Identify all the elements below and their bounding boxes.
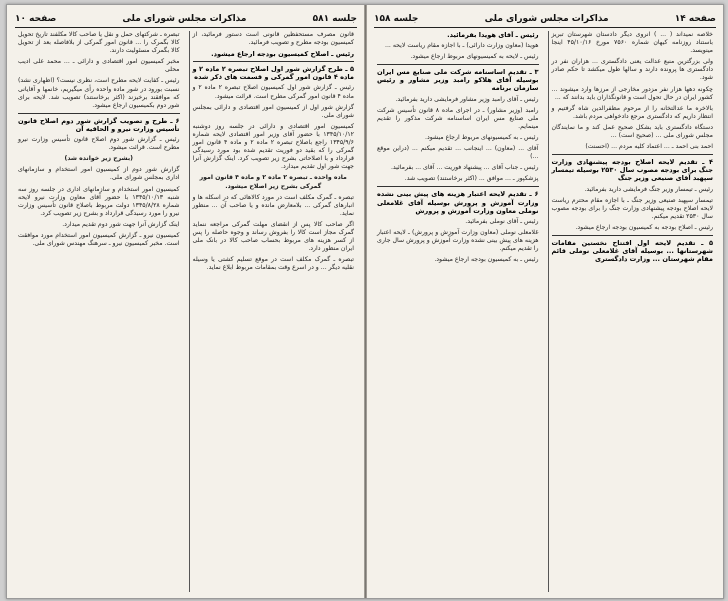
paragraph: رئیس ـ آقای نوملی بفرمائید.	[465, 217, 539, 225]
paragraph: کمیسیون امور استخدام و سازمانهای اداری در جلسه روز سه شنبه ۱۳۴۵/۱۰/۱۳ با حضور آقای معاون وزارت نیرو لایحه شماره ۱۳۴۵/۸/۲۸ دولت مربوط باصلاح قانون تأسیس وزارت نیرو را مورد رسیدگی قرارداد و بشرح زیر تصویب کرد.	[18, 185, 180, 217]
right-page	[370, 5, 720, 598]
journal-spread	[6, 4, 724, 599]
paragraph: رئیس ـ اصلاح بودجه به کمیسیون بودجه ارجاع میشود.	[575, 223, 713, 231]
paragraph: تبصره ـ گمرک مکلف است در موقع تسلیم کشتی یا وسیله نقلیه دیگر ... و در اسرع وقت بمقامات مربوط ابلاغ نماید.	[192, 256, 354, 272]
paragraph: بالاخره ما عدالتخانه را از مرحوم مظفرالدین شاه گرفتیم و انتظار داریم که دادگستری مرجع دادخواهی مردم باشد.	[551, 104, 713, 120]
paragraph: رئیس ـ جناب آقای ... پیشنهاد فوریت ... آقای ... بفرمائید.	[390, 164, 539, 172]
paragraph: گزارش شور اول از کمیسیون امور اقتصادی و دارائی بمجلس شورای ملی.	[192, 103, 354, 119]
paragraph: ماده واحده ـ تبصره ۲ ماده ۲ و ماده ۴ قانون امور گمرکی بشرح زیر اصلاح میشود.	[199, 174, 347, 190]
paragraph: رئیس ـ گزارش شور دوم اصلاح قانون تأسیس وزارت نیرو مطرح است. قرائت میشود.	[18, 136, 180, 152]
right-page-header	[374, 11, 716, 28]
page-label: صفحه ۱۴	[674, 14, 716, 24]
paragraph: مخبر کمیسیون امور اقتصادی و دارائی ـ ... محمد علی ادیب محلی	[18, 58, 180, 74]
paragraph: دستگاه دادگستری باید بشکل صحیح عمل کند و ما نمایندگان مجلس شورای ملی ... (صحیح است) ...	[551, 123, 713, 140]
book-gutter	[364, 5, 367, 598]
section-heading: ۳ ـ تقدیم اساسنامه شرکت ملی صنایع مس ایران بوسیله آقای هلاکو رامبد وزیر مشاور و رئیس سازمان برنامه	[377, 68, 539, 93]
left-page-column-right	[189, 31, 358, 592]
section-heading: رئیس ـ اصلاح کمیسیون بودجه ارجاع میشود.	[211, 50, 354, 59]
paragraph: آقای ... (معاون) ... اینجانب ... تقدیم میکنم ... (دراین موقع ...)	[377, 145, 539, 161]
paragraph: رئیس ـ لایحه به کمیسیونهای مربوط ارجاع میشود.	[410, 53, 539, 61]
paragraph: قانون مصرف مستحفظین قانونی است دستور فرمائید، از کمیسیون بودجه مطرح و تصویب فرمائید.	[192, 31, 354, 47]
section-divider	[552, 235, 714, 236]
paragraph: تبصره ـ شرکتهای حمل و نقل یا صاحب کالا مکلفند تاریخ تحویل کالا بگمرک را ... قانون امور گمرکی از بلافاصله بعد از تحویل کالا بگمرک مسئولیت دارند.	[18, 31, 180, 55]
section-divider	[377, 186, 539, 187]
paragraph: پزشکپور ـ ... موافق ... (اکثر برخاستند) تصویب شد.	[404, 175, 539, 183]
right-page-columns	[374, 31, 716, 592]
right-page-column-left	[374, 31, 542, 592]
section-heading: رئیس ـ آقای هویدا بفرمائید.	[447, 31, 539, 39]
paragraph: تیمسار سپهبد صنیعی وزیر جنگ ـ با اجازه مقام محترم ریاست لایحه اصلاح بودجه پیشنهادی وزارت جنگ را برای بودجه مصوب سال ۲۵۳۰ تقدیم میکنم.	[551, 196, 713, 220]
paragraph: گزارش شور دوم از کمیسیون امور استخدام و سازمانهای اداری بمجلس شورای ملی.	[18, 166, 180, 182]
paragraph: کمیسیون نیرو ـ گزارش کمیسیون امور استخدام مورد موافقت است. مخبر کمیسیون نیرو ـ سرهنگ مهندس شورای ملی.	[18, 231, 180, 248]
paragraph: اگر صاحب کالا پس از انقضای مهلت گمرکی مراجعه ننماید گمرک مجاز است کالا را بفروش رساند و وجوه حاصله را پس از کسر هزینه های مربوط بحساب صاحب کالا در بانک ملی ایران منظور دارد.	[192, 220, 354, 253]
paragraph: رئیس ـ آقای رامبد وزیر مشاور فرمایشی دارید بفرمائید.	[395, 95, 539, 103]
section-divider	[377, 64, 539, 65]
paragraph: رئیس ـ تیمسار وزیر جنگ فرمایشی دارید بفرمائید.	[584, 185, 713, 193]
session-label: جلسه ۵۸۱	[312, 14, 357, 24]
paragraph: رامبد (وزیر مشاور) ـ در اجرای ماده ۸ قانون تأسیس شرکت ملی صنایع مس ایران اساسنامه شرکت مذکور را تقدیم مینمایم.	[377, 106, 539, 130]
paragraph: احمد بنی احمد ـ ... اعتماد کلیه مردم ... (احسنت)	[585, 143, 713, 151]
section-divider	[552, 154, 714, 155]
paragraph: رئیس ـ به کمیسیونهای مربوط ارجاع میشود.	[425, 133, 539, 141]
left-page-header	[15, 11, 357, 28]
paragraph: رئیس ـ گزارش شور اول کمیسیون اصلاح تبصره ۲ ماده ۲ و ماده ۴ قانون امور گمرکی مطرح است. قرائت میشود.	[192, 84, 354, 100]
paragraph: رئیس ـ به کمیسیون بودجه ارجاع میشود.	[434, 256, 539, 264]
paragraph: (بشرح زیر خوانده شد)	[64, 155, 133, 163]
section-heading: ۴ ـ تقدیم لایحه اصلاح بودجه پیشنهادی وزارت جنگ برای بودجه مصوب سال ۲۵۳۰ بوسیله تیمسار سپهبد آقای صنیعی وزیر جنگ	[551, 158, 713, 183]
journal-title: مذاکرات مجلس شورای ملی	[122, 14, 247, 24]
paragraph: چکونه دهها هزار نفر مزدور مخارجی از مرزها وارد میشوند ... کشور ایران در حال تحول است و قانونگذاران باید بدانند که ...	[551, 85, 713, 101]
section-divider	[193, 61, 355, 62]
left-page-column-left	[15, 31, 183, 592]
paragraph: هویدا (معاون وزارت دارائی) ـ با اجازه مقام ریاست لایحه ...	[385, 42, 539, 50]
paragraph: غلامعلی نوملی (معاون وزارت آموزش و پرورش) ـ لایحه اعتبار هزینه های پیش بینی نشده وزارت آموزش و پرورش سال جاری را تقدیم میکنم.	[377, 228, 539, 252]
section-heading: ۶ ـ طرح و تصویب گزارش شور دوم اصلاح قانون تأسیس وزارت نیرو و الحاقیه آن	[18, 116, 180, 133]
paragraph: خلاصه نمیداند ( ... ) آنروی دیگر دادستان شهرستان تبریز باستناد روزنامه کیهان شماره ۷۵۶۰ مورخ ۴۵/۱۰/۱۶ اینجا مینویسد.	[551, 31, 713, 55]
paragraph: رئیس ـ کفایت لایحه مطرح است، نظری نیست؟ (اظهاری نشد) نسبت بورود در شور ماده واحده رأی میگیریم، خانمها و آقایانی که موافقند برخیزند (اکثر برخاستند) تصویب شد. لایحه برای شور دوم بکمیسیون ارجاع میشود.	[18, 77, 180, 109]
left-page-columns	[15, 31, 357, 592]
paragraph: اینک گزارش آنرا جهت شور دوم تقدیم میدارد.	[62, 220, 180, 228]
session-label: جلسه ۱۵۸	[374, 14, 419, 24]
section-heading: ۵ ـ طرح گزارش شور اول اصلاح تبصره ۲ ماده ۲ و ماده ۴ قانون امور گمرکی و قسمت های ذکر شده	[192, 65, 354, 82]
paragraph: تبصره ـ گمرک مکلف است در مورد کالاهائی که در اسکله ها و انبارهای گمرکی ... بلامعارض مانده و یا صاحب آن ... منظور نماید.	[192, 193, 354, 217]
section-divider	[18, 113, 180, 114]
section-heading: ۵ ـ تقدیم لایحه اول افتتاح نخستین مقامات شهرستانها ... بوسیله آقای غلامعلی نوملی قائم مقام شهرستان ... وزارت دادگستری	[551, 238, 713, 264]
section-heading: ۶ ـ تقدیم لایحه اعتبار هزینه های پیش بینی نشده وزارت آموزش و پرورش بوسیله آقای غلامعلی نوملی معاون وزارت آموزش و پرورش	[377, 190, 539, 215]
left-page	[11, 5, 361, 598]
paragraph: ولی بزرگترین منبع عدالت یعنی دادگستری ... هزاران نفر در دادگستری ها پرونده دارند و سالها طول میکشد تا حکم صادر شود.	[551, 58, 713, 82]
page-label: صفحه ۱۰	[15, 14, 57, 24]
journal-title: مذاکرات مجلس شورای ملی	[484, 14, 609, 24]
paragraph: کمیسیون امور اقتصادی و دارائی در جلسه روز دوشنبه ۱۳۴۵/۱۰/۱۲ با حضور آقای وزیر امور اقتصادی لایحه شماره ۱۳۴۵/۹/۶ راجع باصلاح تبصره ۲ ماده ۲ و ماده ۴ قانون امور گمرکی را که بقید دو فوریت تقدیم شده بود مورد رسیدگی قرارداد و با اصلاحاتی بشرح زیر تصویب کرد. اینک گزارش آنرا جهت شور اول تقدیم میدارد.	[192, 122, 354, 171]
right-page-column-right	[548, 31, 717, 592]
